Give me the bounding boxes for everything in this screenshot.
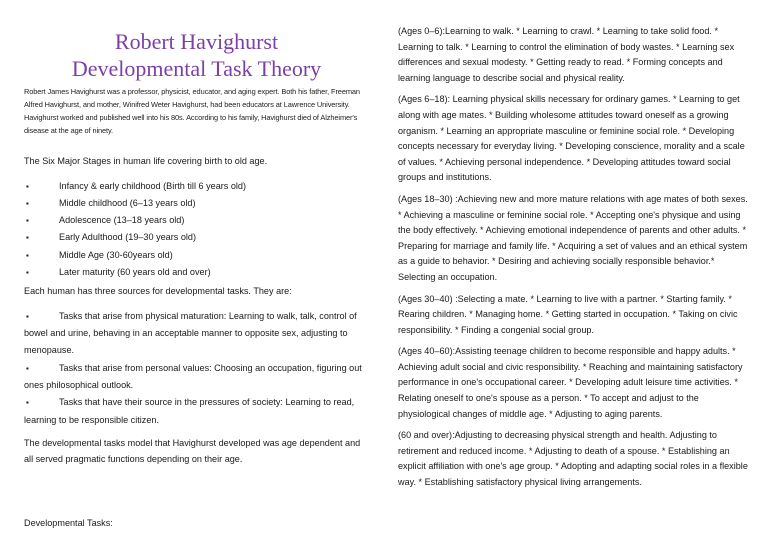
stage-item: ▪ Middle childhood (6–13 years old) (24, 195, 369, 212)
document-title (24, 28, 369, 82)
age-paragraph-60-plus: (60 and over):Adjusting to decreasing physical strength and health. Adjusting to retirement and reduced income. * Adjusting to death of a spouse. * Establishing an explicit affiliation with one's age group. * Adopting and adapting social roles in a flexible way. * Establishing satisfactory physical living arrangements. (398, 430, 748, 488)
bio-paragraph: Robert James Havighurst was a professor, physicist, educator, and aging expert. Both his father, Freeman Alfred Havighurst, and mother, Winifred Weter Havighurst, had been educators at Lawrence University. Havighurst worked and published well into his 80s. According to his family, Havighurst died of Alzheimer's disease at the age of ninety. (24, 87, 360, 135)
source-item (24, 360, 369, 395)
title-line-1: Robert Havighurst (114, 29, 279, 54)
sources-intro: Each human has three sources for developmental tasks. They are: (24, 286, 292, 297)
stages-list (24, 178, 369, 282)
age-paragraph-30-40: (Ages 30–40) :Selecting a mate. * Learning to live with a partner. * Starting family. * Rearing children. * Managing home. * Getting started in occupation. * Taking on civic responsibility. * Finding a congenial social group. (398, 293, 738, 335)
source-item (24, 394, 369, 429)
left-column (24, 28, 369, 531)
stage-item: ▪ Middle Age (30-60years old) (24, 247, 369, 264)
right-column (398, 24, 748, 497)
age-paragraph-40-60: (Ages 40–60):Assisting teenage children to become responsible and happy adults. * Achieving adult social and civic responsibility. * Reaching and maintaining satisfactory performance in one's occupational career. * Developing adult leisure time activities. * Relating oneself to one's spouse as a person. * To accept and adjust to the physiological changes of middle age. * Adjusting to aging parents. (398, 346, 743, 419)
stage-item: ▪ Infancy & early childhood (Birth till 6 years old) (24, 178, 369, 195)
source-item (24, 308, 369, 360)
age-paragraph-0-6: (Ages 0–6):Learning to walk. * Learning to crawl. * Learning to take solid food. * Learning to talk. * Learning to control the elimination of body wastes. * Learning sex differences and sexual modesty. * Getting ready to read. * Forming concepts and learning language to describe social and physical reality. (398, 26, 735, 83)
age-paragraph-6-18: (Ages 6–18): Learning physical skills necessary for ordinary games. * Learning to get along with age mates. * Building wholesome attitudes toward oneself as a growing organism. * Learning an appropriate masculine or feminine social role. * Developing concepts necessary for everyday living. * Developing conscience, morality and a scale of values. * Achieving personal independence. * Developing attitudes toward social groups and institutions. (398, 94, 745, 183)
age-paragraph-18-30: (Ages 18–30) :Achieving new and more mature relations with age mates of both sexes. * Achieving a masculine or feminine social role. * Accepting one's physique and using the body effectively. * Achieving emotional independence of parents and other adults. * Preparing for marriage and family life. * Acquiring a set of values and an ethical system as a guide to behavior. * Desiring and achieving socially responsible behavior.* Selecting an occupation. (398, 193, 748, 282)
source-text: ▪ Tasks that arise from personal values: Choosing an occupation, figuring out ones philosophical outlook. (24, 362, 362, 390)
sources-list (24, 308, 369, 429)
source-text: ▪ Tasks that have their source in the pressures of society: Learning to read, learning to be responsible citizen. (24, 397, 355, 425)
model-paragraph: The developmental tasks model that Havighurst developed was age dependent and all served pragmatic functions depending on their age. (24, 437, 361, 464)
developmental-tasks-heading: Developmental Tasks: (24, 517, 113, 528)
source-text: ▪ Tasks that arise from physical maturation: Learning to walk, talk, control of bowel and urine, behaving in an acceptable manner to opposite sex, adjusting to menopause. (24, 310, 357, 356)
stage-item: ▪ Early Adulthood (19–30 years old) (24, 229, 369, 246)
stage-item: ▪ Adolescence (13–18 years old) (24, 212, 369, 229)
title-line-2: Developmental Task Theory (71, 56, 322, 81)
stage-item: ▪ Later maturity (60 years old and over) (24, 264, 369, 281)
stages-intro: The Six Major Stages in human life covering birth to old age. (24, 156, 268, 166)
